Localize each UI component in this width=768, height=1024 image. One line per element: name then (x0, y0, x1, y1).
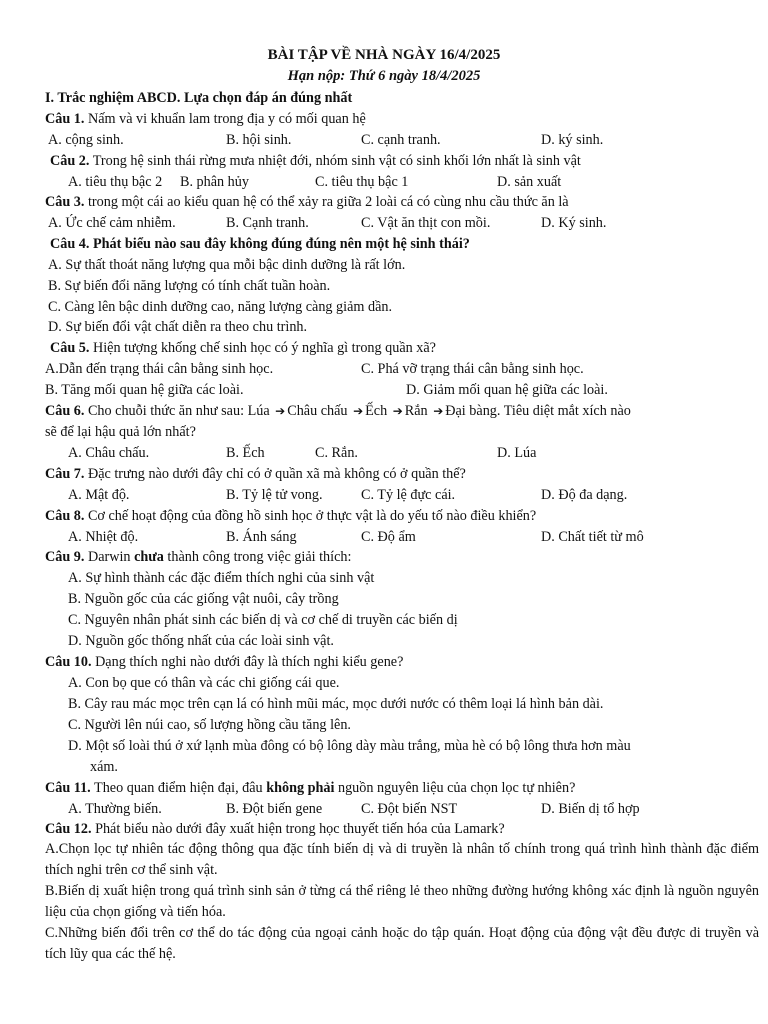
section-heading: I. Trắc nghiệm ABCD. Lựa chọn đáp án đúng nhất (45, 90, 353, 106)
question-9-text-b: thành công trong việc giải thích: (163, 549, 352, 565)
question-8-text: Cơ chế hoạt động của đồng hồ sinh học ở thực vật là do yếu tố nào điều khiển? (84, 508, 537, 524)
question-1 (45, 110, 366, 128)
arrow-icon: ➔ (275, 404, 286, 418)
q7-option-d: D. Độ đa dạng. (541, 487, 628, 503)
question-9-label: Câu 9. (45, 549, 85, 565)
q12-option-c: C.Những biến đổi trên cơ thể do tác động của ngoại cảnh hoặc do tập quán. Hoạt động của động vật đều được di truyền và tích lũy qua các thế hệ. (45, 925, 759, 962)
deadline: Hạn nộp: Thứ 6 ngày 18/4/2025 (287, 68, 481, 84)
question-5 (50, 339, 436, 357)
q10-option-c: C. Người lên núi cao, số lượng hồng cầu tăng lên. (68, 717, 351, 733)
q4-option-b: B. Sự biến đổi năng lượng có tính chất tuần hoàn. (48, 278, 331, 294)
q2-option-a: A. tiêu thụ bậc 2 (68, 174, 163, 190)
question-4: Câu 4. Phát biểu nào sau đây không đúng đúng nên một hệ sinh thái? (50, 236, 470, 252)
q2-option-b: B. phân hủy (180, 174, 249, 190)
q11-option-d: D. Biến dị tổ hợp (541, 801, 640, 817)
q7-option-b: B. Tỷ lệ tử vong. (226, 487, 323, 503)
q8-option-a: A. Nhiệt độ. (68, 529, 139, 545)
q8-option-b: B. Ánh sáng (226, 529, 297, 545)
q8-option-c: C. Độ ẩm (361, 529, 416, 545)
q3-option-a: A. Ức chế cảm nhiễm. (48, 215, 176, 231)
question-6-text-a: Cho chuỗi thức ăn như sau: Lúa (84, 403, 270, 419)
q10-option-a: A. Con bọ que có thân và các chi giống cái que. (68, 675, 340, 691)
q12-option-b: B.Biến dị xuất hiện trong quá trình sinh sản ở từng cá thể riêng lẻ theo những đường hướng không xác định là nguồn nguyên liệu của chọn giống và tiến hóa. (45, 883, 759, 920)
question-11-emphasis: không phải (266, 780, 335, 796)
q1-option-a: A. cộng sinh. (48, 132, 124, 148)
question-2-label: Câu 2. (50, 153, 90, 169)
q4-option-d: D. Sự biến đổi vật chất diễn ra theo chu trình. (48, 319, 308, 335)
q9-option-c: C. Nguyên nhân phát sinh các biến dị và cơ chế di truyền các biến dị (68, 612, 458, 628)
question-12-label: Câu 12. (45, 821, 92, 837)
question-12 (45, 820, 505, 838)
q5-option-a: A.Dẫn đến trạng thái cân bằng sinh học. (45, 361, 274, 377)
question-12-text: Phát biểu nào dưới đây xuất hiện trong học thuyết tiến hóa của Lamark? (91, 821, 505, 837)
question-6 (45, 402, 631, 420)
question-2 (50, 152, 581, 170)
q6-option-c: C. Rắn. (315, 445, 358, 461)
question-10 (45, 653, 403, 671)
arrow-icon: ➔ (392, 404, 403, 418)
q4-option-c: C. Càng lên bậc dinh dưỡng cao, năng lượng càng giảm dần. (48, 299, 393, 315)
q2-option-d: D. sản xuất (497, 174, 562, 190)
question-1-text: Nấm và vi khuẩn lam trong địa y có mối quan hệ (84, 111, 366, 127)
q2-option-c: C. tiêu thụ bậc 1 (315, 174, 409, 190)
question-7 (45, 465, 466, 483)
arrow-icon: ➔ (433, 404, 444, 418)
question-6-text-e: Đại bàng. Tiêu diệt mắt xích nào (445, 403, 631, 419)
question-3-label: Câu 3. (45, 194, 85, 210)
question-10-text: Dạng thích nghi nào dưới đây là thích nghi kiểu gene? (91, 654, 404, 670)
q10-option-d: D. Một số loài thú ở xứ lạnh mùa đông có bộ lông dày màu trắng, mùa hè có bộ lông thưa hơn màu (68, 738, 631, 754)
q1-option-c: C. cạnh tranh. (361, 132, 441, 148)
q9-option-b: B. Nguồn gốc của các giống vật nuôi, cây trồng (68, 591, 339, 607)
q6-option-a: A. Châu chấu. (68, 445, 150, 461)
q10-option-d-cont: xám. (90, 759, 118, 775)
q3-option-c: C. Vật ăn thịt con mồi. (361, 215, 491, 231)
question-5-text: Hiện tượng khống chế sinh học có ý nghĩa gì trong quần xã? (89, 340, 436, 356)
q10-option-b: B. Cây rau mác mọc trên cạn lá có hình mũi mác, mọc dưới nước có thêm loại lá hình bản dài. (68, 696, 604, 712)
q4-option-a: A. Sự thất thoát năng lượng qua mỗi bậc dinh dưỡng là rất lớn. (48, 257, 406, 273)
question-6-text-b: Châu chấu (287, 403, 348, 419)
question-9-text-a: Darwin (84, 549, 135, 565)
question-8 (45, 507, 536, 525)
question-11-text-a: Theo quan điểm hiện đại, đâu (90, 780, 267, 796)
question-5-label: Câu 5. (50, 340, 90, 356)
question-9-emphasis: chưa (134, 549, 164, 565)
question-6-text-c: Ếch (365, 403, 388, 419)
question-7-label: Câu 7. (45, 466, 85, 482)
question-7-text: Đặc trưng nào dưới đây chỉ có ở quần xã mà không có ở quần thể? (84, 466, 466, 482)
q7-option-c: C. Tỷ lệ đực cái. (361, 487, 456, 503)
question-3 (45, 193, 569, 211)
question-6-line-2: sẽ để lại hậu quả lớn nhất? (45, 424, 196, 440)
q1-option-d: D. ký sinh. (541, 132, 604, 148)
question-10-label: Câu 10. (45, 654, 92, 670)
q1-option-b: B. hội sinh. (226, 132, 292, 148)
question-2-text: Trong hệ sinh thái rừng mưa nhiệt đới, nhóm sinh vật có sinh khối lớn nhất là sinh vật (89, 153, 581, 169)
q11-option-c: C. Đột biến NST (361, 801, 458, 817)
q5-option-b: B. Tăng mối quan hệ giữa các loài. (45, 382, 244, 398)
question-6-text-d: Rắn (404, 403, 428, 419)
question-11-label: Câu 11. (45, 780, 91, 796)
question-6-label: Câu 6. (45, 403, 85, 419)
q12-option-a: A.Chọn lọc tự nhiên tác động thông qua đặc tính biến dị và di truyền là nhân tố chính trong quá trình hình thành đặc điểm thích nghi trên cơ thể sinh vật. (45, 841, 759, 878)
arrow-icon: ➔ (353, 404, 364, 418)
q7-option-a: A. Mật độ. (68, 487, 130, 503)
question-1-label: Câu 1. (45, 111, 85, 127)
q6-option-b: B. Ếch (226, 445, 265, 461)
question-11 (45, 779, 575, 797)
question-9 (45, 548, 351, 566)
question-3-text: trong một cái ao kiểu quan hệ có thể xảy ra giữa 2 loài cá có cùng nhu cầu thức ăn là (84, 194, 569, 210)
question-8-label: Câu 8. (45, 508, 85, 524)
q9-option-d: D. Nguồn gốc thống nhất của các loài sinh vật. (68, 633, 334, 649)
q8-option-d: D. Chất tiết từ mô (541, 529, 644, 545)
q6-option-d: D. Lúa (497, 445, 537, 461)
q11-option-b: B. Đột biến gene (226, 801, 323, 817)
q3-option-b: B. Cạnh tranh. (226, 215, 309, 231)
q11-option-a: A. Thường biến. (68, 801, 162, 817)
question-11-text-b: nguồn nguyên liệu của chọn lọc tự nhiên? (334, 780, 576, 796)
q3-option-d: D. Ký sinh. (541, 215, 607, 231)
q5-option-c: C. Phá vỡ trạng thái cân bằng sinh học. (361, 361, 584, 377)
page-title: BÀI TẬP VỀ NHÀ NGÀY 16/4/2025 (267, 47, 501, 63)
q5-option-d: D. Giảm mối quan hệ giữa các loài. (406, 382, 608, 398)
q9-option-a: A. Sự hình thành các đặc điểm thích nghi của sinh vật (68, 570, 375, 586)
